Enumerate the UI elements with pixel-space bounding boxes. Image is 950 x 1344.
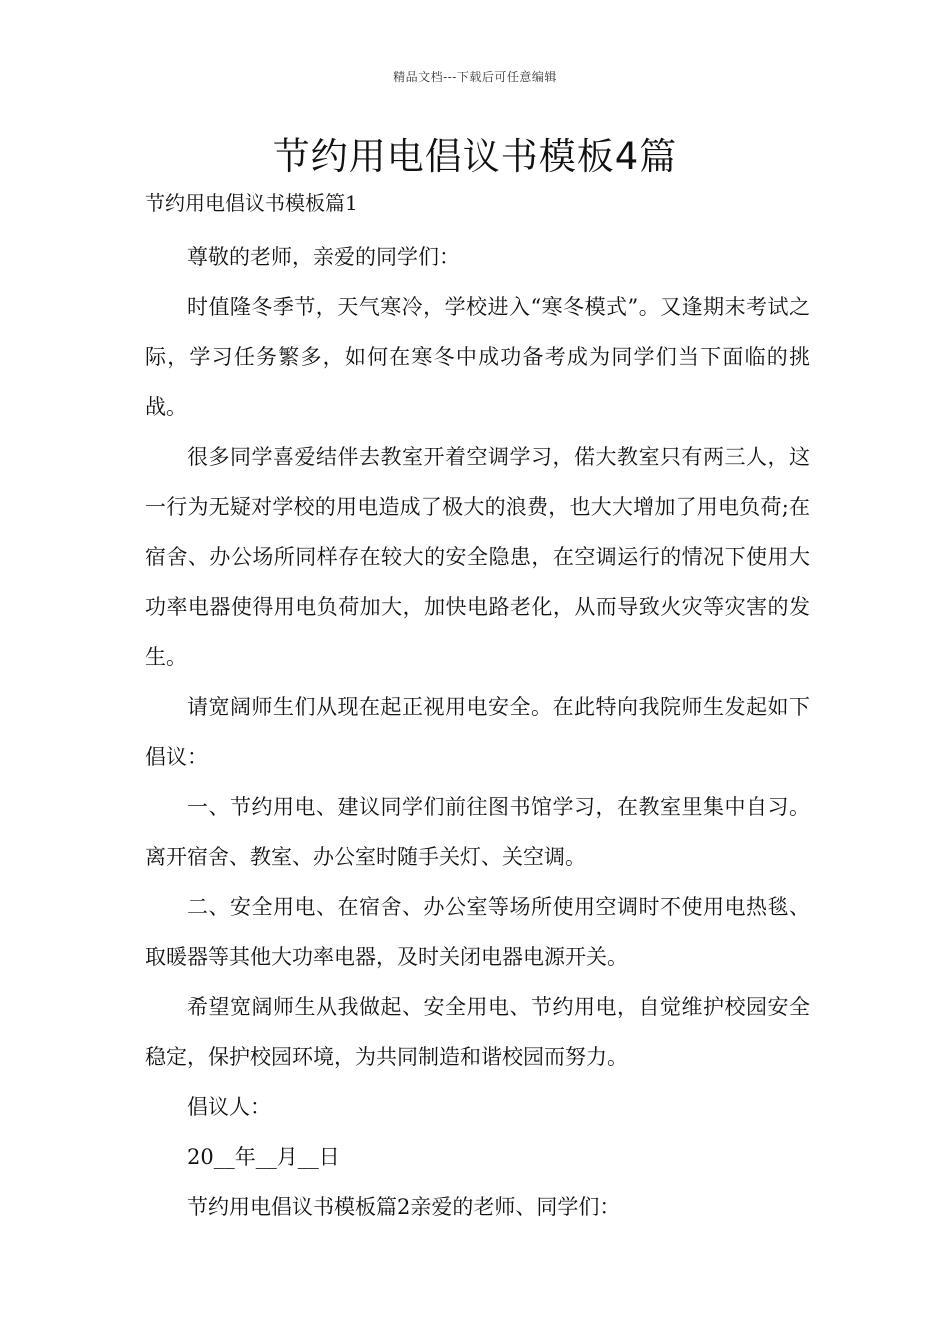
document-body	[145, 232, 810, 1232]
paragraph: 很多同学喜爱结伴去教室开着空调学习，偌大教室只有两三人，这一行为无疑对学校的用电造成了极大的浪费，也大大增加了用电负荷;在宿舍、办公场所同样存在较大的安全隐患，在空调运行的情况下使用大功率电器使得用电负荷加大，加快电路老化，从而导致火灾等灾害的发生。	[145, 445, 810, 669]
paragraph-salutation: 尊敬的老师，亲爱的同学们：	[187, 245, 460, 269]
paragraph: 时值隆冬季节，天气寒冷，学校进入“寒冬模式”。又逢期末考试之际，学习任务繁多，如何在寒冬中成功备考成为同学们当下面临的挑战。	[145, 295, 810, 419]
paragraph: 二、安全用电、在宿舍、办公室等场所使用空调时不使用电热毯、取暖器等其他大功率电器，及时关闭电器电源开关。	[145, 895, 810, 969]
page-header: 精品文档---下载后可任意编辑	[393, 70, 557, 84]
paragraph: 请宽阔师生们从现在起正视用电安全。在此特向我院师生发起如下倡议：	[145, 695, 810, 769]
paragraph: 希望宽阔师生从我做起、安全用电、节约用电，自觉维护校园安全稳定，保护校园环境，为共同制造和谐校园而努力。	[145, 995, 810, 1069]
date-line: 20__年__月__日	[187, 1145, 340, 1169]
document-title: 节约用电倡议书模板4篇	[272, 135, 678, 178]
section-heading-next: 节约用电倡议书模板篇2亲爱的老师、同学们：	[187, 1195, 621, 1219]
section-heading: 节约用电倡议书模板篇1	[145, 191, 358, 215]
signature-label: 倡议人：	[187, 1095, 271, 1119]
paragraph: 一、节约用电、建议同学们前往图书馆学习，在教室里集中自习。离开宿舍、教室、办公室时随手关灯、关空调。	[145, 795, 810, 869]
